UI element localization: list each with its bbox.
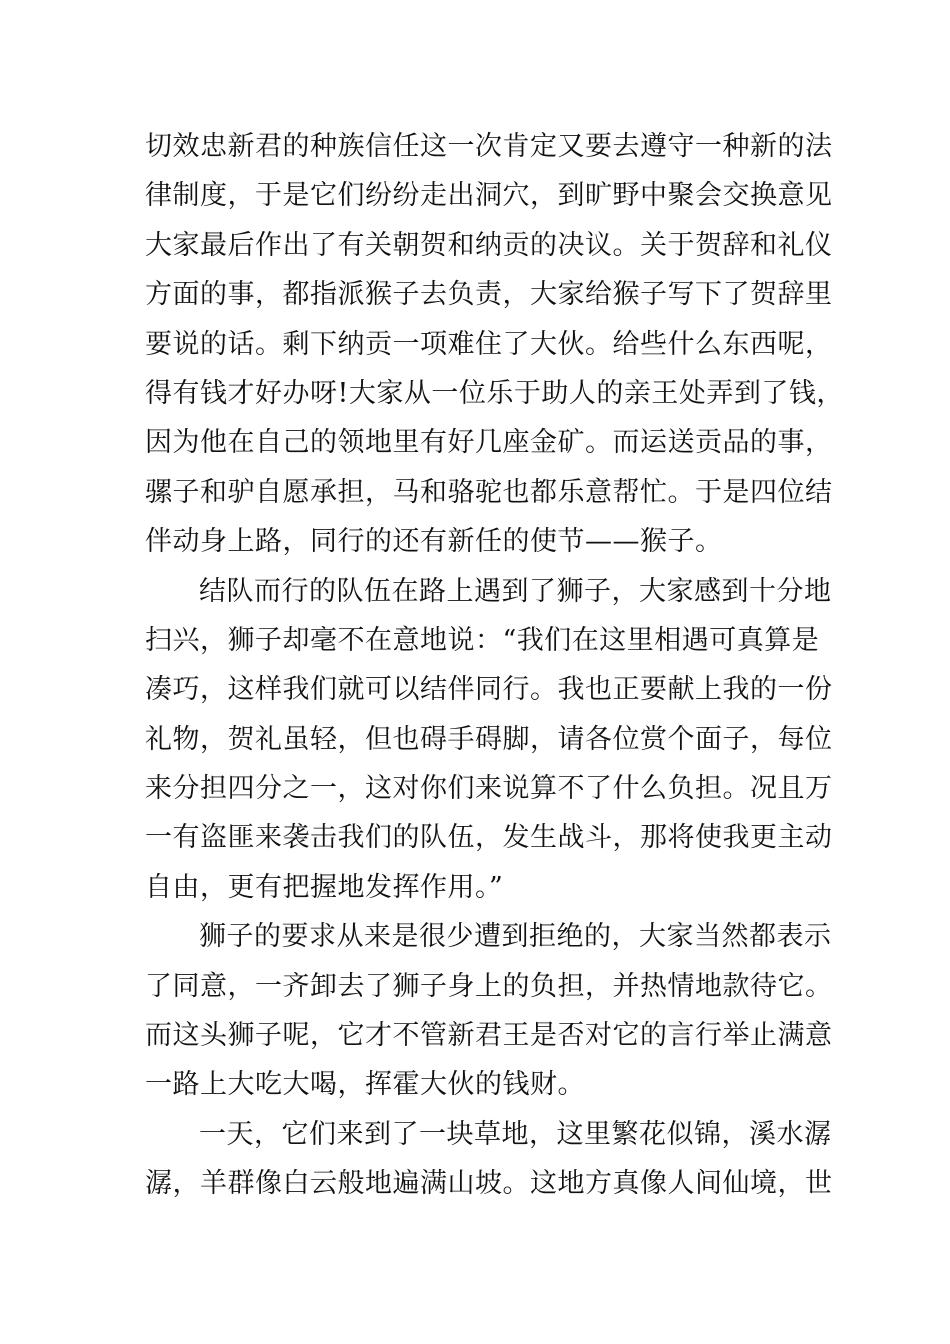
text-line: 骡子和驴自愿承担，马和骆驼也都乐意帮忙。于是四位结 [145, 476, 833, 508]
text-line: 一路上大吃大喝，挥霍大伙的钱财。 [145, 1069, 585, 1101]
text-line: 律制度，于是它们纷纷走出洞穴，到旷野中聚会交换意见 [145, 180, 833, 212]
text-line: 因为他在自己的领地里有好几座金矿。而运送贡品的事， [145, 427, 833, 459]
text-line: 自由，更有把握地发挥作用。” [145, 871, 504, 903]
paragraph-first-line: 结队而行的队伍在路上遇到了狮子，大家感到十分地 [199, 575, 832, 607]
text-line: 潺，羊群像白云般地遍满山坡。这地方真像人间仙境，世 [145, 1168, 833, 1200]
text-line: 来分担四分之一，这对你们来说算不了什么负担。况且万 [145, 773, 833, 805]
paragraph-first-line: 狮子的要求从来是很少遭到拒绝的，大家当然都表示 [199, 921, 832, 953]
body-text [145, 122, 844, 1209]
text-line: 切效忠新君的种族信任这一次肯定又要去遵守一种新的法 [145, 131, 833, 162]
text-line: 一有盗匪来袭击我们的队伍，发生战斗，那将使我更主动 [145, 822, 833, 854]
text-line: 礼物，贺礼虽轻，但也碍手碍脚，请各位赏个面子，每位 [145, 723, 833, 755]
text-line: 得有钱才好办呀!大家从一位乐于助人的亲王处弄到了钱， [145, 377, 844, 409]
text-line: 大家最后作出了有关朝贺和纳贡的决议。关于贺辞和礼仪 [145, 229, 833, 261]
text-line: 要说的话。剩下纳贡一项难住了大伙。给些什么东西呢， [145, 328, 833, 360]
text-line: 了同意，一齐卸去了狮子身上的负担，并热情地款待它。 [145, 970, 833, 1002]
text-line: 凑巧，这样我们就可以结伴同行。我也正要献上我的一份 [145, 674, 833, 706]
text-line: 方面的事，都指派猴子去负责，大家给猴子写下了贺辞里 [145, 279, 833, 311]
paragraph-first-line: 一天，它们来到了一块草地，这里繁花似锦，溪水潺 [199, 1118, 832, 1150]
text-line: 扫兴，狮子却毫不在意地说：“我们在这里相遇可真算是 [145, 624, 820, 656]
text-line: 而这头狮子呢，它才不管新君王是否对它的言行举止满意 [145, 1020, 833, 1052]
text-line: 伴动身上路，同行的还有新任的使节——猴子。 [145, 526, 723, 558]
